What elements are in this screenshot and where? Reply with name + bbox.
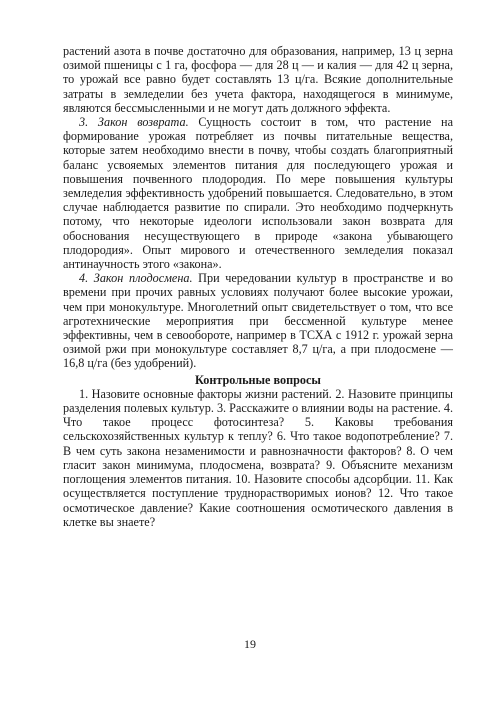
review-questions: 1. Назовите основные факторы жизни растений. 2. Назовите принципы разделения полевых культур. 3. Расскажите о влиянии воды на растение. 4. Что такое процесс фотосинтеза? 5. Каковы требования сельскохозяйственных культур к теплу? 6. Что такое водопотребление? 7. В чем суть закона незаменимости и равнозначности факторов? 8. О чем гласит закон минимума, плодосмена, возврата? 9. Объясните механизм поглощения элементов питания. 10. Назовите способы адсорбции. 11. Как осуществляется поступление труднорастворимых ионов? 12. Что такое осмотическое давление? Какие соотношения осмотического давления в клетке вы знаете? (63, 386, 453, 529)
page-body (63, 44, 453, 529)
paragraph-lead-italic: 4. Закон плодосмена. (79, 271, 193, 286)
paragraph-text: При чередовании культур в пространстве и во времени при прочих равных условиях получают более высокие урожаи, чем при монокультуре. Многолетний опыт свидетельствует о том, что все агротехнические мероприятия при бессменной культуре менее эффективны, чем в севообороте, например в ТСХА с 1912 г. урожай зерна озимой ржи при монокультуре составляет 8,7 ц/га, а при плодосмене — 16,8 ц/га (без удобрений). (63, 271, 453, 371)
page-number: 19 (244, 637, 256, 651)
paragraph-continuation (63, 44, 453, 115)
paragraph-text: растений азота в почве достаточно для образования, например, 13 ц зерна озимой пшеницы с 1 га, фосфора — для 28 ц — и калия — для 42 ц зерна, то урожай все равно будет составлять 13 ц/га. Всякие дополнительные затраты в земледелии без учета фактора, находящегося в минимуме, являются бессмысленными и не могут дать должного эффекта. (63, 44, 453, 115)
paragraph-law-of-return (63, 115, 453, 271)
paragraph-text: Сущность состоит в том, что растение на формирование урожая потребляет из почвы питательные вещества, которые затем необходимо внести в почву, чтобы создать благоприятный баланс усвояемых элементов питания для последующего урожая и повышения почвенного плодородия. По мере повышения культуры земледелия эффективность удобрений повышается. Следовательно, в этом случае наблюдается развитие по спирали. Это необходимо подчеркнуть потому, что некоторые идеологи использовали закон возврата для обоснования несуществующего в природе «закона убывающего плодородия». Опыт мирового и отечественного земледелия показал антинаучность этого «закона». (63, 115, 453, 272)
paragraph-law-of-crop-rotation (63, 271, 453, 370)
section-heading: Контрольные вопросы (195, 372, 321, 387)
paragraph-lead-italic: 3. Закон возврата. (79, 115, 189, 130)
